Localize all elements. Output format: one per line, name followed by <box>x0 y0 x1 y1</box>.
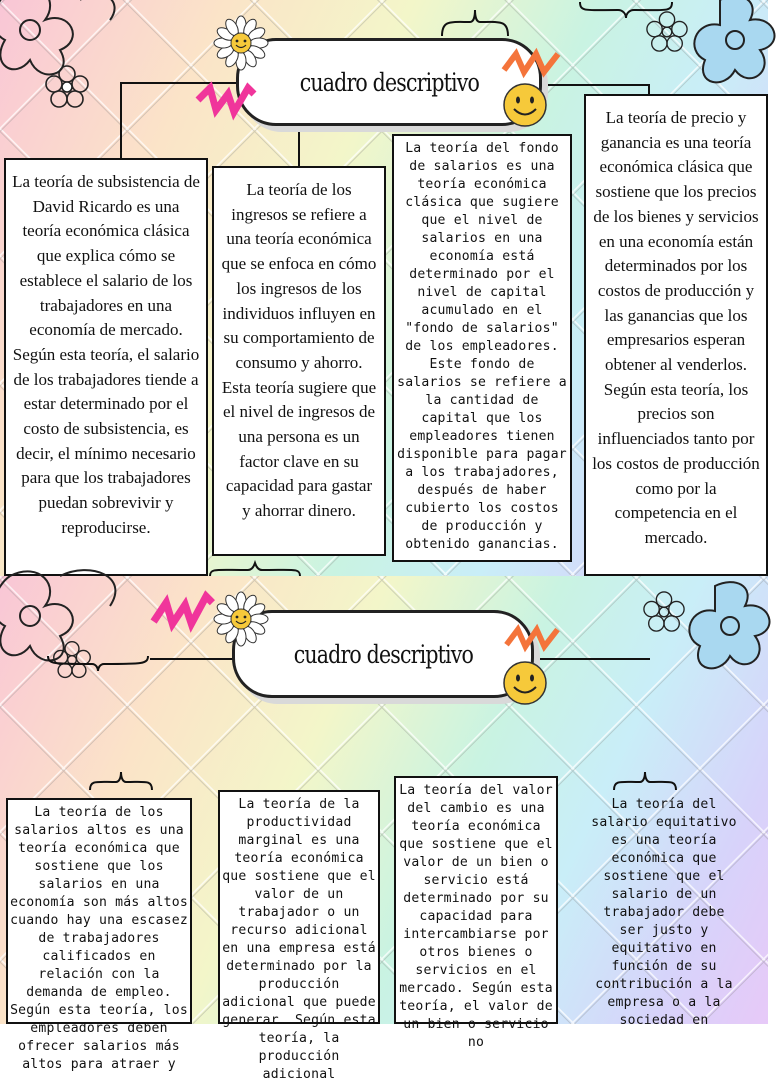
daisy-icon <box>214 16 268 70</box>
zigzag-icon <box>502 46 560 82</box>
text-card-subsistencia: La teoría de subsistencia de David Ricardo es una teoría económica clásica que explica cómo se establece el salario de los trabajadores en una economía de mercado. Según esta teoría, el salario de los trabajadores tiende a estar determinado por el costo de subsistencia, es decir, el mínimo necesario para que los trabajadores puedan sobrevivir y reproducirse. <box>4 158 208 576</box>
connector-line <box>120 82 122 158</box>
daisy-icon <box>214 592 268 646</box>
connector-line <box>540 84 650 86</box>
text-card-salarios-altos: La teoría de los salarios altos es una teoría económica que sostiene que los salarios en una economía son más altos cuando hay una escasez de trabajadores calificados en relación con la demanda de empleo. Según esta teoría, los empleadores deben ofrecer salarios más altos para atraer y <box>6 798 192 1024</box>
brace-decoration <box>46 654 150 672</box>
page-title: cuadro descriptivo <box>299 67 479 97</box>
title-pill <box>236 38 542 126</box>
slide-2 <box>0 576 768 1082</box>
connector-line <box>150 658 234 660</box>
text-card-salario-equitativo: La teoría del salario equitativo es una teoría económica que sostiene que el salario de un trabajador debe ser justo y equitativo en función de su contribución a la empresa o a la sociedad en <box>591 797 737 1028</box>
zigzag-icon <box>504 622 560 656</box>
page-title: cuadro descriptivo <box>293 639 473 669</box>
text-card-productividad-marginal: La teoría de la productividad marginal es una teoría económica que sostiene que el valor de un trabajador o un recurso adicional en una empresa está determinado por la producción adicional que puede generar. Según esta teoría, la producción adicional <box>218 790 380 1024</box>
flower-outline-icon <box>690 0 780 100</box>
text-card-valor-cambio: La teoría del valor del cambio es una teoría económica que sostiene que el valor de un bien o servicio está determinado por su capacidad para intercambiarse por otros bienes o servicios en el mercado. Según esta teoría, el valor de un bien o servicio no <box>394 776 558 1024</box>
title-pill <box>232 610 534 698</box>
brace-decoration <box>612 770 678 792</box>
flower-outline-icon <box>44 64 90 110</box>
flower-outline-icon <box>680 576 780 686</box>
zigzag-icon <box>150 588 216 630</box>
text-card-ingresos: La teoría de los ingresos se refiere a una teoría económica que se enfoca en cómo los ingresos de los individuos influyen en su comportamiento de consumo y ahorro. Esta teoría sugiere que el nivel de ingresos de una persona es un factor clave en su capacidad para gastar y ahorrar dinero. <box>212 166 386 556</box>
connector-line <box>540 658 650 660</box>
brace-decoration <box>440 8 510 38</box>
smiley-icon <box>502 660 548 706</box>
brace-decoration <box>88 770 154 792</box>
zigzag-icon <box>196 80 256 120</box>
flower-outline-icon <box>642 590 686 634</box>
text-card-fondo-salarios: La teoría del fondo de salarios es una teoría económica clásica que sugiere que el nivel de salarios en una economía está determinado por el nivel de capital acumulado en el "fondo de salarios" de los empleadores. Este fondo de salarios se refiere a la cantidad de capital que los empleadores tienen disponible para pagar a los trabajadores, después de haber cubierto los costos de producción y obtenido ganancias. <box>392 134 572 562</box>
brace-decoration <box>578 0 674 18</box>
smiley-icon <box>502 82 548 128</box>
text-card-precio-ganancia: La teoría de precio y ganancia es una teoría económica clásica que sostiene que los precios de los bienes y servicios en una economía están determinados por los costos de producción y las ganancias que los empresarios esperan obtener al venderlos. Según esta teoría, los precios son influenciados tanto por los costos de producción como por la competencia en el mercado. <box>584 94 768 576</box>
connector-line <box>298 128 300 166</box>
